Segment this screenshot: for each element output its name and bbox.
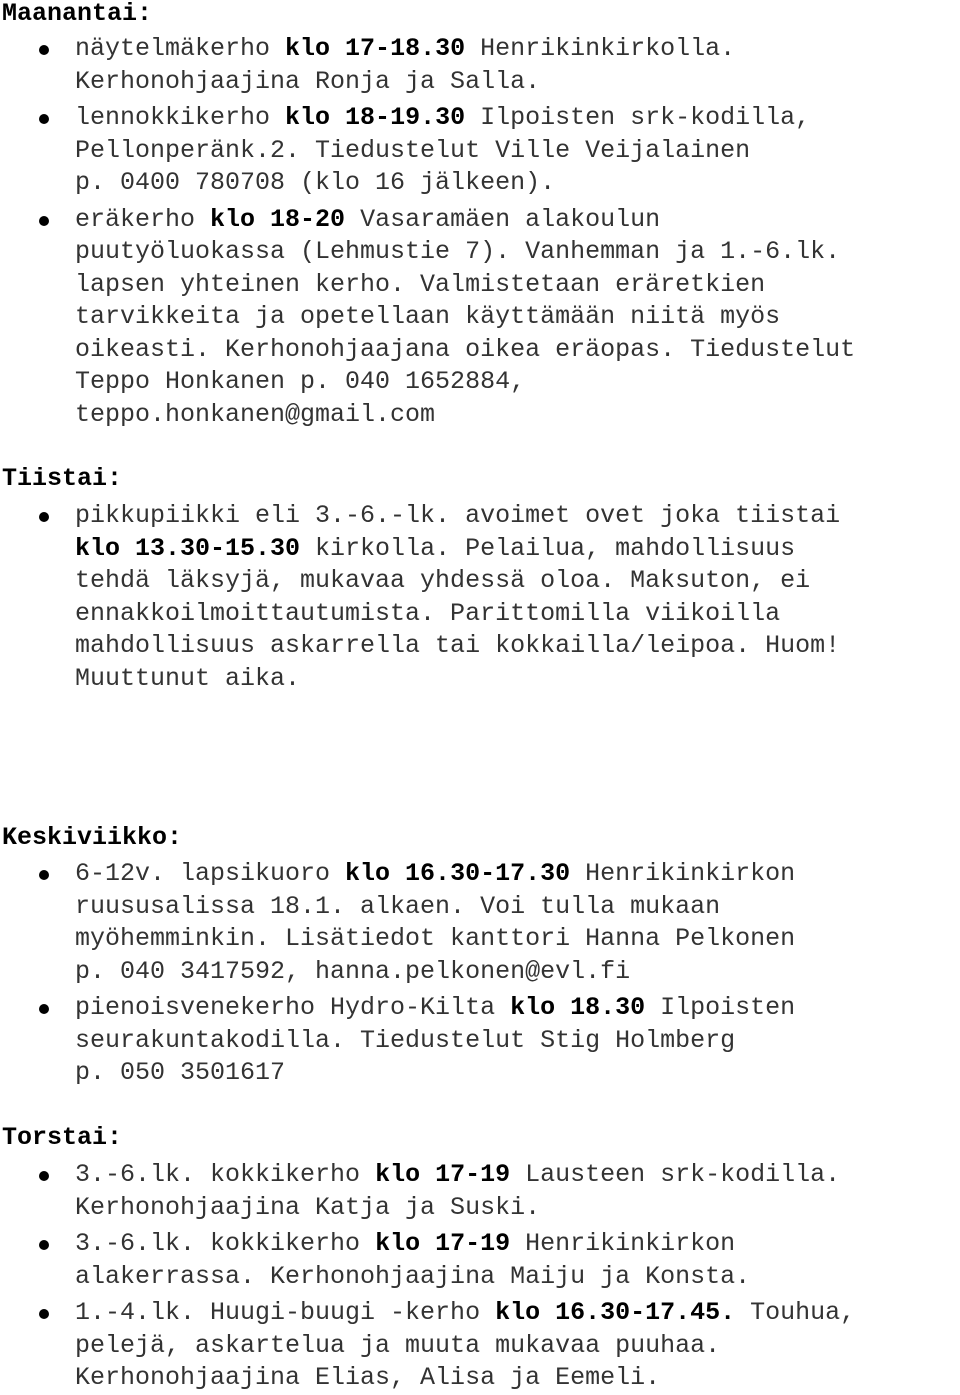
bullet-icon [39, 1171, 49, 1181]
text-line: tarvikkeita ja opetellaan käyttämään niitä myös [75, 302, 781, 331]
text-line: pienoisvenekerho Hydro-Kilta klo 18.30 Ilpoisten [75, 993, 796, 1022]
list-item [0, 102, 960, 200]
bullet-icon [39, 512, 49, 522]
text-line: Kerhonohjaajina Elias, Alisa ja Eemeli. [75, 1363, 661, 1392]
text-line: 1.-4.lk. Huugi-buugi -kerho klo 16.30-17.45. Touhua, [75, 1298, 856, 1327]
text-line: 3.-6.lk. kokkikerho klo 17-19 Henrikinkirkon [75, 1229, 736, 1258]
bullet-icon [39, 1240, 49, 1250]
list-item [0, 1297, 960, 1395]
text-line: ruususalissa 18.1. alkaen. Voi tulla mukaan [75, 891, 721, 921]
text-line: Pellonperänk.2. Tiedustelut Ville Veijalainen [75, 135, 751, 165]
section-list-keskiviikko [0, 858, 960, 1090]
text-line: lennokkikerho klo 18-19.30 Ilpoisten srk-kodilla, [75, 103, 811, 132]
bullet-icon [39, 45, 49, 55]
section-heading-keskiviikko: Keskiviikko: [2, 823, 183, 852]
bullet-icon [39, 114, 49, 124]
text-line: 6-12v. lapsikuoro klo 16.30-17.30 Henrikinkirkon [75, 859, 796, 888]
section-heading-maanantai: Maanantai: [2, 0, 153, 28]
list-item [0, 33, 960, 98]
section-list-tiistai [0, 500, 960, 695]
text-line: Muuttunut aika. [75, 663, 301, 693]
text-line: tehdä läksyjä, mukavaa yhdessä oloa. Maksuton, ei [75, 566, 811, 595]
text-line: klo 13.30-15.30 kirkolla. Pelailua, mahdollisuus [75, 533, 796, 563]
list-item [0, 500, 960, 695]
text-line: ennakkoilmoittautumista. Parittomilla viikoilla [75, 598, 781, 628]
list-item [0, 1159, 960, 1224]
text-line: p. 040 3417592, hanna.pelkonen@evl.fi [75, 956, 631, 986]
text-line: myöhemminkin. Lisätiedot kanttori Hanna Pelkonen [75, 924, 796, 953]
text-line: p. 0400 780708 (klo 16 jälkeen). [75, 168, 556, 197]
text-line: pelejä, askartelua ja muuta mukavaa puuhaa. [75, 1330, 721, 1360]
text-line: lapsen yhteinen kerho. Valmistetaan eräretkien [75, 269, 766, 299]
section-heading-torstai: Torstai: [2, 1123, 123, 1152]
text-line: Kerhonohjaajina Katja ja Suski. [75, 1192, 541, 1222]
text-line: näytelmäkerho klo 17-18.30 Henrikinkirkolla. [75, 34, 736, 63]
text-line: Teppo Honkanen p. 040 1652884, [75, 367, 526, 396]
list-item [0, 992, 960, 1090]
section-list-torstai [0, 1159, 960, 1395]
section-heading-tiistai: Tiistai: [2, 464, 123, 493]
list-item [0, 858, 960, 988]
text-line: teppo.honkanen@gmail.com [75, 399, 436, 429]
text-line: seurakuntakodilla. Tiedustelut Stig Holmberg [75, 1025, 736, 1055]
text-line: oikeasti. Kerhonohjaajana oikea eräopas. Tiedustelut [75, 334, 856, 364]
list-item [0, 204, 960, 432]
list-item [0, 1228, 960, 1293]
text-line: puutyöluokassa (Lehmustie 7). Vanhemman ja 1.-6.lk. [75, 237, 841, 266]
text-line: p. 050 3501617 [75, 1058, 286, 1087]
text-line: 3.-6.lk. kokkikerho klo 17-19 Lausteen srk-kodilla. [75, 1160, 841, 1189]
bullet-icon [39, 1004, 49, 1014]
bullet-icon [39, 1309, 49, 1319]
text-line: pikkupiikki eli 3.-6.-lk. avoimet ovet joka tiistai [75, 501, 841, 530]
text-line: mahdollisuus askarrella tai kokkailla/leipoa. Huom! [75, 631, 841, 660]
text-line: alakerrassa. Kerhonohjaajina Maiju ja Konsta. [75, 1261, 751, 1291]
text-line: Kerhonohjaajina Ronja ja Salla. [75, 66, 541, 96]
text-line: eräkerho klo 18-20 Vasaramäen alakoulun [75, 204, 661, 234]
bullet-icon [39, 216, 49, 226]
section-list-maanantai [0, 33, 960, 431]
bullet-icon [39, 870, 49, 880]
